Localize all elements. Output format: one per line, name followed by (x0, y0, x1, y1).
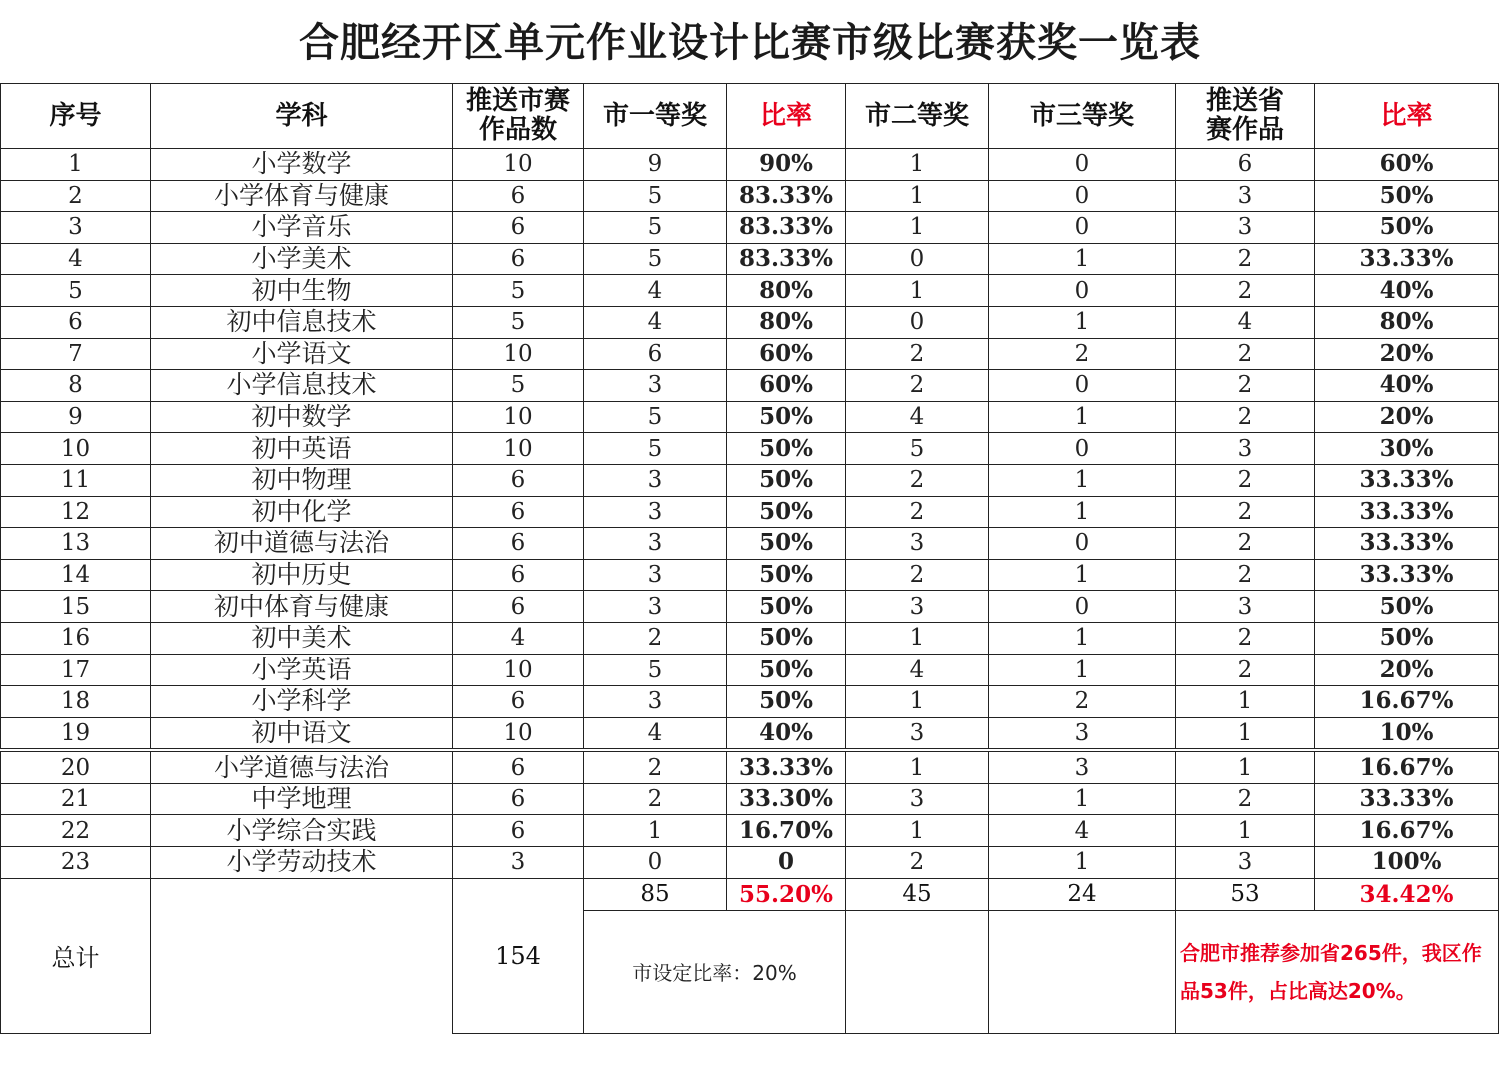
total-row (1, 878, 1499, 910)
row-first: 5 (584, 401, 727, 433)
row-first: 4 (584, 306, 727, 338)
row-third: 3 (989, 717, 1176, 750)
row-rate2: 16.67% (1315, 686, 1499, 718)
row-rate2: 33.33% (1315, 528, 1499, 560)
row-province: 1 (1176, 717, 1315, 750)
row-third: 1 (989, 306, 1176, 338)
row-pushed: 6 (453, 180, 584, 212)
row-no: 12 (1, 496, 151, 528)
row-third: 0 (989, 370, 1176, 402)
row-pushed: 10 (453, 433, 584, 465)
row-pushed: 10 (453, 401, 584, 433)
row-second: 1 (846, 750, 989, 783)
row-first: 3 (584, 559, 727, 591)
row-first: 5 (584, 654, 727, 686)
total-label (1, 878, 151, 1033)
row-second: 1 (846, 686, 989, 718)
row-third: 0 (989, 149, 1176, 181)
header-first: 市一等奖 (584, 84, 727, 149)
set-rate-cell (584, 910, 846, 1033)
row-province: 2 (1176, 654, 1315, 686)
row-pushed: 5 (453, 370, 584, 402)
row-pushed: 5 (453, 275, 584, 307)
total-label-text: 总计 (51, 944, 100, 973)
row-pushed: 6 (453, 591, 584, 623)
row-no: 10 (1, 433, 151, 465)
row-pushed: 10 (453, 717, 584, 750)
row-province: 2 (1176, 559, 1315, 591)
row-no: 4 (1, 243, 151, 275)
row-pushed: 6 (453, 243, 584, 275)
row-subject: 小学信息技术 (151, 370, 453, 402)
row-third: 4 (989, 815, 1176, 847)
row-subject: 初中道德与法治 (151, 528, 453, 560)
row-province: 3 (1176, 212, 1315, 244)
row-third: 0 (989, 591, 1176, 623)
table-row (1, 306, 1499, 338)
row-subject: 初中体育与健康 (151, 591, 453, 623)
row-subject: 中学地理 (151, 783, 453, 815)
row-second: 0 (846, 243, 989, 275)
set-rate-text: 市设定比率：20% (632, 961, 797, 986)
row-second: 2 (846, 847, 989, 879)
row-rate1: 80% (727, 306, 846, 338)
row-first: 5 (584, 212, 727, 244)
row-rate2: 10% (1315, 717, 1499, 750)
row-subject: 初中英语 (151, 433, 453, 465)
row-rate2: 16.67% (1315, 815, 1499, 847)
row-rate1: 60% (727, 338, 846, 370)
total-second: 45 (846, 878, 989, 910)
row-second: 1 (846, 622, 989, 654)
page-title: 合肥经开区单元作业设计比赛市级比赛获奖一览表 (299, 19, 1201, 66)
row-rate2: 20% (1315, 654, 1499, 686)
row-second: 3 (846, 783, 989, 815)
header-third: 市三等奖 (989, 84, 1176, 149)
header-pushed (453, 84, 584, 149)
total-pushed (453, 878, 584, 1033)
table-row (1, 275, 1499, 307)
header-rate2: 比率 (1315, 84, 1499, 149)
row-rate2: 30% (1315, 433, 1499, 465)
row-rate2: 33.33% (1315, 464, 1499, 496)
row-pushed: 5 (453, 306, 584, 338)
row-pushed: 6 (453, 559, 584, 591)
row-second: 2 (846, 464, 989, 496)
table-row (1, 847, 1499, 879)
row-pushed: 6 (453, 528, 584, 560)
row-province: 3 (1176, 591, 1315, 623)
row-province: 2 (1176, 528, 1315, 560)
row-no: 2 (1, 180, 151, 212)
province-note: 合肥市推荐参加省265件，我区作品53件，占比高达20%。 (1176, 910, 1499, 1033)
row-rate1: 50% (727, 654, 846, 686)
table-row (1, 212, 1499, 244)
row-rate1: 50% (727, 559, 846, 591)
row-no: 3 (1, 212, 151, 244)
row-pushed: 6 (453, 496, 584, 528)
row-third: 2 (989, 686, 1176, 718)
row-province: 2 (1176, 783, 1315, 815)
row-rate1: 83.33% (727, 180, 846, 212)
row-pushed: 4 (453, 622, 584, 654)
table-row (1, 783, 1499, 815)
row-province: 3 (1176, 847, 1315, 879)
row-no: 14 (1, 559, 151, 591)
table-row (1, 180, 1499, 212)
row-rate1: 33.30% (727, 783, 846, 815)
table-row (1, 464, 1499, 496)
total-first: 85 (584, 878, 727, 910)
row-rate1: 33.33% (727, 750, 846, 783)
row-no: 16 (1, 622, 151, 654)
row-rate2: 50% (1315, 622, 1499, 654)
row-second: 5 (846, 433, 989, 465)
row-pushed: 10 (453, 654, 584, 686)
header-pushed-line2: 作品数 (478, 115, 557, 145)
row-no: 22 (1, 815, 151, 847)
row-first: 2 (584, 783, 727, 815)
table-row (1, 528, 1499, 560)
row-rate2: 33.33% (1315, 496, 1499, 528)
row-third: 1 (989, 464, 1176, 496)
row-no: 11 (1, 464, 151, 496)
row-rate1: 50% (727, 622, 846, 654)
row-pushed: 6 (453, 464, 584, 496)
awards-table (0, 83, 1499, 1034)
row-subject: 初中物理 (151, 464, 453, 496)
row-province: 3 (1176, 433, 1315, 465)
row-third: 0 (989, 180, 1176, 212)
row-third: 3 (989, 750, 1176, 783)
row-no: 19 (1, 717, 151, 750)
row-rate1: 80% (727, 275, 846, 307)
row-rate2: 16.67% (1315, 750, 1499, 783)
row-second: 2 (846, 559, 989, 591)
row-third: 1 (989, 496, 1176, 528)
row-province: 1 (1176, 750, 1315, 783)
row-no: 21 (1, 783, 151, 815)
table-row (1, 338, 1499, 370)
row-first: 9 (584, 149, 727, 181)
row-pushed: 6 (453, 815, 584, 847)
row-rate1: 50% (727, 496, 846, 528)
header-province-line2: 赛作品 (1205, 115, 1284, 145)
table-row (1, 622, 1499, 654)
empty-cell-second (846, 910, 989, 1033)
row-rate1: 0 (727, 847, 846, 879)
row-subject: 初中化学 (151, 496, 453, 528)
row-first: 3 (584, 370, 727, 402)
row-subject: 小学语文 (151, 338, 453, 370)
row-second: 4 (846, 401, 989, 433)
row-second: 0 (846, 306, 989, 338)
total-rate1: 55.20% (727, 878, 846, 910)
row-second: 2 (846, 338, 989, 370)
header-pushed-line1: 推送市赛 (465, 86, 570, 116)
row-rate2: 40% (1315, 370, 1499, 402)
row-first: 3 (584, 528, 727, 560)
row-province: 6 (1176, 149, 1315, 181)
row-pushed: 6 (453, 212, 584, 244)
row-rate1: 60% (727, 370, 846, 402)
row-rate2: 33.33% (1315, 783, 1499, 815)
row-third: 0 (989, 275, 1176, 307)
row-subject: 小学体育与健康 (151, 180, 453, 212)
header-row (1, 84, 1499, 149)
row-rate1: 83.33% (727, 243, 846, 275)
table-row (1, 433, 1499, 465)
table-row (1, 717, 1499, 750)
row-subject: 小学音乐 (151, 212, 453, 244)
row-second: 1 (846, 149, 989, 181)
total-rate2: 34.42% (1315, 878, 1499, 910)
row-rate1: 50% (727, 686, 846, 718)
row-province: 2 (1176, 622, 1315, 654)
row-second: 3 (846, 528, 989, 560)
table-row (1, 686, 1499, 718)
row-subject: 初中历史 (151, 559, 453, 591)
row-rate2: 100% (1315, 847, 1499, 879)
table-row (1, 591, 1499, 623)
row-no: 20 (1, 750, 151, 783)
row-pushed: 3 (453, 847, 584, 879)
row-first: 3 (584, 496, 727, 528)
row-second: 3 (846, 591, 989, 623)
row-no: 1 (1, 149, 151, 181)
row-second: 1 (846, 180, 989, 212)
row-first: 6 (584, 338, 727, 370)
row-no: 7 (1, 338, 151, 370)
row-rate2: 20% (1315, 401, 1499, 433)
row-rate1: 50% (727, 591, 846, 623)
row-first: 3 (584, 464, 727, 496)
row-first: 2 (584, 750, 727, 783)
row-subject: 小学综合实践 (151, 815, 453, 847)
row-province: 2 (1176, 243, 1315, 275)
row-no: 15 (1, 591, 151, 623)
table-row (1, 401, 1499, 433)
row-subject: 小学科学 (151, 686, 453, 718)
row-rate1: 50% (727, 401, 846, 433)
row-second: 2 (846, 496, 989, 528)
row-no: 6 (1, 306, 151, 338)
row-no: 9 (1, 401, 151, 433)
header-province (1176, 84, 1315, 149)
row-no: 8 (1, 370, 151, 402)
row-first: 2 (584, 622, 727, 654)
row-second: 2 (846, 370, 989, 402)
row-second: 1 (846, 212, 989, 244)
table-row (1, 654, 1499, 686)
row-rate1: 50% (727, 528, 846, 560)
row-third: 1 (989, 559, 1176, 591)
table-row (1, 750, 1499, 783)
row-province: 2 (1176, 370, 1315, 402)
row-subject: 初中数学 (151, 401, 453, 433)
row-subject: 初中信息技术 (151, 306, 453, 338)
table-row (1, 370, 1499, 402)
header-province-line1: 推送省 (1205, 86, 1284, 116)
row-first: 4 (584, 275, 727, 307)
row-pushed: 6 (453, 686, 584, 718)
row-province: 4 (1176, 306, 1315, 338)
row-third: 1 (989, 401, 1176, 433)
row-subject: 初中语文 (151, 717, 453, 750)
row-province: 2 (1176, 401, 1315, 433)
row-second: 1 (846, 815, 989, 847)
row-subject: 小学数学 (151, 149, 453, 181)
row-no: 18 (1, 686, 151, 718)
row-subject: 初中美术 (151, 622, 453, 654)
total-province: 53 (1176, 878, 1315, 910)
row-rate2: 50% (1315, 180, 1499, 212)
row-rate2: 33.33% (1315, 559, 1499, 591)
table-row (1, 559, 1499, 591)
total-third: 24 (989, 878, 1176, 910)
row-first: 5 (584, 180, 727, 212)
row-third: 1 (989, 622, 1176, 654)
row-province: 2 (1176, 496, 1315, 528)
table-row (1, 815, 1499, 847)
row-third: 1 (989, 847, 1176, 879)
row-rate1: 90% (727, 149, 846, 181)
row-rate1: 83.33% (727, 212, 846, 244)
header-subject: 学科 (151, 84, 453, 149)
row-pushed: 10 (453, 338, 584, 370)
row-province: 2 (1176, 338, 1315, 370)
row-third: 0 (989, 212, 1176, 244)
row-first: 5 (584, 243, 727, 275)
table-row (1, 243, 1499, 275)
row-no: 17 (1, 654, 151, 686)
row-third: 1 (989, 654, 1176, 686)
row-second: 3 (846, 717, 989, 750)
row-rate1: 40% (727, 717, 846, 750)
row-rate2: 20% (1315, 338, 1499, 370)
row-province: 1 (1176, 686, 1315, 718)
row-subject: 小学美术 (151, 243, 453, 275)
row-no: 23 (1, 847, 151, 879)
row-rate1: 50% (727, 464, 846, 496)
row-rate1: 50% (727, 433, 846, 465)
row-rate2: 40% (1315, 275, 1499, 307)
table-row (1, 496, 1499, 528)
row-province: 3 (1176, 180, 1315, 212)
row-subject: 小学英语 (151, 654, 453, 686)
row-second: 4 (846, 654, 989, 686)
row-third: 2 (989, 338, 1176, 370)
row-province: 2 (1176, 275, 1315, 307)
row-first: 4 (584, 717, 727, 750)
row-subject: 初中生物 (151, 275, 453, 307)
header-second: 市二等奖 (846, 84, 989, 149)
row-rate2: 50% (1315, 212, 1499, 244)
row-first: 1 (584, 815, 727, 847)
row-pushed: 6 (453, 783, 584, 815)
row-third: 0 (989, 433, 1176, 465)
row-pushed: 10 (453, 149, 584, 181)
row-subject: 小学道德与法治 (151, 750, 453, 783)
row-subject: 小学劳动技术 (151, 847, 453, 879)
row-second: 1 (846, 275, 989, 307)
row-rate2: 80% (1315, 306, 1499, 338)
row-third: 1 (989, 243, 1176, 275)
table-row (1, 149, 1499, 181)
row-rate2: 33.33% (1315, 243, 1499, 275)
empty-cell-third (989, 910, 1176, 1033)
row-first: 3 (584, 591, 727, 623)
total-blank (151, 878, 453, 1033)
row-third: 0 (989, 528, 1176, 560)
total-pushed-value: 154 (495, 941, 541, 970)
row-rate2: 60% (1315, 149, 1499, 181)
row-province: 2 (1176, 464, 1315, 496)
row-rate2: 50% (1315, 591, 1499, 623)
row-first: 5 (584, 433, 727, 465)
header-no: 序号 (1, 84, 151, 149)
table-body (1, 149, 1499, 1034)
row-first: 3 (584, 686, 727, 718)
row-rate1: 16.70% (727, 815, 846, 847)
row-province: 1 (1176, 815, 1315, 847)
header-rate1: 比率 (727, 84, 846, 149)
row-pushed: 6 (453, 750, 584, 783)
row-third: 1 (989, 783, 1176, 815)
row-no: 13 (1, 528, 151, 560)
row-no: 5 (1, 275, 151, 307)
row-first: 0 (584, 847, 727, 879)
